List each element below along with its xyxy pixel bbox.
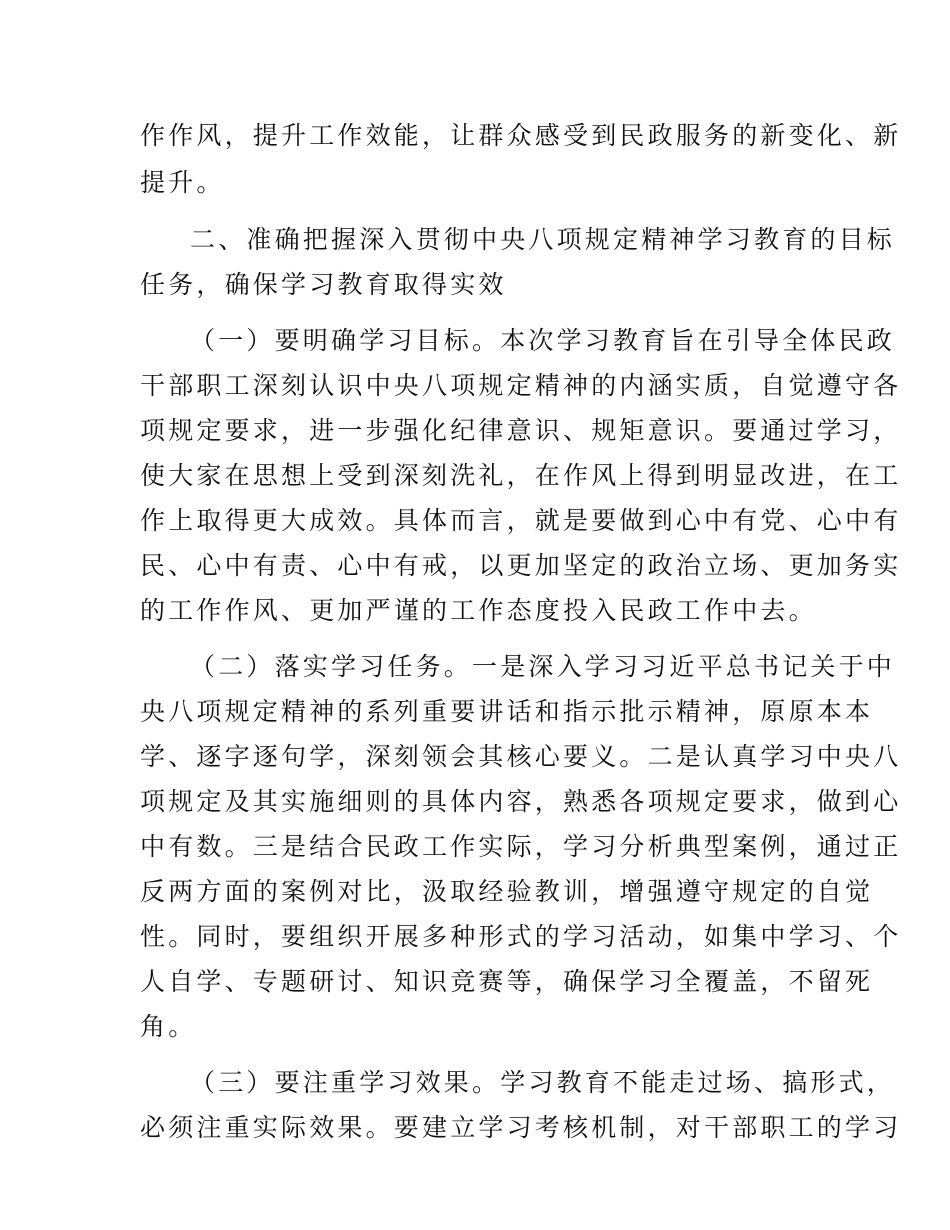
text-line: （一）要明确学习目标。本次学习教育旨在引导全体民政: [190, 326, 896, 355]
text-line: 反两方面的案例对比，汲取经验教训，增强遵守规定的自觉: [140, 877, 874, 906]
text-line: 角。: [140, 1012, 197, 1041]
text-line: 项规定及其实施细则的具体内容，熟悉各项规定要求，做到心: [140, 787, 902, 816]
text-line: 的工作作风、更加严谨的工作态度投入民政工作中去。: [140, 596, 817, 625]
text-line: 中有数。三是结合民政工作实际，学习分析典型案例，通过正: [140, 832, 902, 861]
text-line: 作作风，提升工作效能，让群众感受到民政服务的新变化、新: [140, 121, 902, 150]
text-line: 性。同时，要组织开展多种形式的学习活动，如集中学习、个: [140, 922, 902, 951]
section-heading-line: 二、准确把握深入贯彻中央八项规定精神学习教育的目标: [190, 225, 896, 254]
text-line: 作上取得更大成效。具体而言，就是要做到心中有党、心中有: [140, 506, 902, 535]
text-line: 项规定要求，进一步强化纪律意识、规矩意识。要通过学习，: [140, 416, 902, 445]
text-line: 提升。: [140, 168, 225, 197]
text-line: 学、逐字逐句学，深刻领会其核心要义。二是认真学习中央八: [140, 742, 902, 771]
text-line: 干部职工深刻认识中央八项规定精神的内涵实质，自觉遵守各: [140, 371, 902, 400]
text-line: 必须注重实际效果。要建立学习考核机制，对干部职工的学习: [140, 1113, 902, 1142]
text-line: 使大家在思想上受到深刻洗礼，在作风上得到明显改进，在工: [140, 461, 902, 490]
text-line: 央八项规定精神的系列重要讲话和指示批示精神，原原本本: [140, 697, 874, 726]
text-line: （二）落实学习任务。一是深入学习习近平总书记关于中: [190, 652, 896, 681]
text-line: 民、心中有责、心中有戒，以更加坚定的政治立场、更加务实: [140, 551, 902, 580]
text-line: （三）要注重学习效果。学习教育不能走过场、搞形式，: [190, 1068, 896, 1097]
text-line: 人自学、专题研讨、知识竞赛等，确保学习全覆盖，不留死: [140, 967, 874, 996]
section-heading-line: 任务，确保学习教育取得实效: [140, 270, 507, 299]
